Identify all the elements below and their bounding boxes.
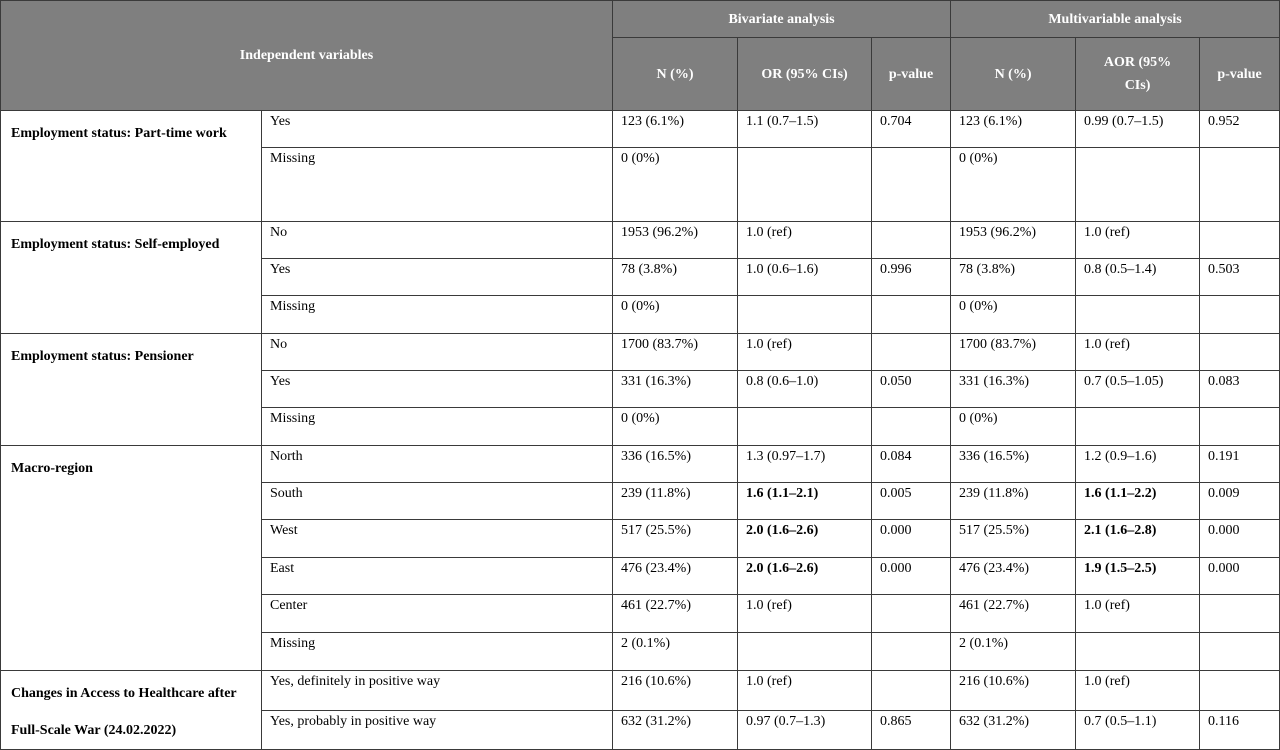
multivariable-p-cell: [1200, 222, 1280, 259]
bivariate-n-cell: 476 (23.4%): [613, 558, 738, 595]
table-row: [1, 446, 1280, 483]
multivariable-p-cell: 0.000: [1200, 520, 1280, 558]
aor-ci-cell: [1076, 633, 1200, 671]
or-ci-cell: 2.0 (1.6–2.6): [738, 558, 872, 595]
bivariate-p-cell: [872, 633, 951, 671]
aor-ci-cell: [1076, 296, 1200, 334]
table-row: [1, 334, 1280, 371]
multivariable-p-cell: [1200, 408, 1280, 446]
multivariable-p-cell: 0.009: [1200, 483, 1280, 520]
level-cell: Missing: [262, 633, 613, 671]
bivariate-p-cell: [872, 595, 951, 633]
bivariate-n-cell: 336 (16.5%): [613, 446, 738, 483]
multivariable-n-cell: 216 (10.6%): [951, 671, 1076, 711]
multivariable-n-header: N (%): [951, 38, 1076, 111]
level-cell: North: [262, 446, 613, 483]
level-cell: No: [262, 334, 613, 371]
multivariable-aor-header: [1076, 38, 1200, 111]
or-ci-cell: 1.1 (0.7–1.5): [738, 111, 872, 148]
bivariate-n-cell: 461 (22.7%): [613, 595, 738, 633]
table-row: [1, 222, 1280, 259]
table-row: [1, 671, 1280, 711]
bivariate-p-cell: 0.050: [872, 371, 951, 408]
bivariate-n-cell: 0 (0%): [613, 296, 738, 334]
multivariable-n-cell: 517 (25.5%): [951, 520, 1076, 558]
multivariable-n-cell: 0 (0%): [951, 148, 1076, 222]
multivariable-p-header: p-value: [1200, 38, 1280, 111]
multivariable-p-cell: 0.083: [1200, 371, 1280, 408]
aor-ci-cell: 0.7 (0.5–1.1): [1076, 710, 1200, 750]
table-row: [1, 111, 1280, 148]
multivariable-p-cell: [1200, 595, 1280, 633]
level-cell: Yes, definitely in positive way: [262, 671, 613, 711]
multivariable-n-cell: 476 (23.4%): [951, 558, 1076, 595]
multivariable-n-cell: 2 (0.1%): [951, 633, 1076, 671]
bivariate-n-cell: 0 (0%): [613, 408, 738, 446]
or-ci-cell: 2.0 (1.6–2.6): [738, 520, 872, 558]
bivariate-p-cell: 0.996: [872, 259, 951, 296]
aor-header-line2: CIs): [1124, 78, 1151, 93]
bivariate-p-cell: 0.005: [872, 483, 951, 520]
aor-ci-cell: 1.2 (0.9–1.6): [1076, 446, 1200, 483]
level-cell: Yes: [262, 259, 613, 296]
multivariable-analysis-header: Multivariable analysis: [951, 1, 1280, 38]
bivariate-p-cell: 0.704: [872, 111, 951, 148]
or-ci-cell: 1.0 (ref): [738, 671, 872, 711]
level-cell: Yes: [262, 371, 613, 408]
multivariable-n-cell: 78 (3.8%): [951, 259, 1076, 296]
variable-name-cell: Employment status: Pensioner: [1, 334, 262, 446]
aor-ci-cell: 1.0 (ref): [1076, 334, 1200, 371]
or-ci-cell: 0.97 (0.7–1.3): [738, 710, 872, 750]
aor-ci-cell: 0.7 (0.5–1.05): [1076, 371, 1200, 408]
multivariable-p-cell: 0.952: [1200, 111, 1280, 148]
multivariable-p-cell: [1200, 334, 1280, 371]
bivariate-n-cell: 0 (0%): [613, 148, 738, 222]
aor-header-line1: AOR (95%: [1103, 55, 1172, 70]
multivariable-n-cell: 632 (31.2%): [951, 710, 1076, 750]
or-ci-cell: 1.0 (0.6–1.6): [738, 259, 872, 296]
level-cell: Yes: [262, 111, 613, 148]
aor-ci-cell: [1076, 148, 1200, 222]
or-ci-cell: 1.0 (ref): [738, 222, 872, 259]
bivariate-p-cell: [872, 671, 951, 711]
or-ci-cell: [738, 148, 872, 222]
multivariable-p-cell: [1200, 671, 1280, 711]
aor-ci-cell: 1.0 (ref): [1076, 671, 1200, 711]
independent-variables-header: Independent variables: [1, 1, 613, 111]
multivariable-p-cell: 0.191: [1200, 446, 1280, 483]
bivariate-n-header: N (%): [613, 38, 738, 111]
variable-name-cell: Employment status: Self-employed: [1, 222, 262, 334]
bivariate-n-cell: 517 (25.5%): [613, 520, 738, 558]
bivariate-n-cell: 2 (0.1%): [613, 633, 738, 671]
bivariate-n-cell: 331 (16.3%): [613, 371, 738, 408]
multivariable-p-cell: [1200, 148, 1280, 222]
multivariable-n-cell: 1953 (96.2%): [951, 222, 1076, 259]
bivariate-p-cell: 0.865: [872, 710, 951, 750]
aor-ci-cell: 1.0 (ref): [1076, 595, 1200, 633]
multivariable-n-cell: 0 (0%): [951, 408, 1076, 446]
or-ci-cell: 1.3 (0.97–1.7): [738, 446, 872, 483]
multivariable-n-cell: 331 (16.3%): [951, 371, 1076, 408]
level-cell: No: [262, 222, 613, 259]
multivariable-n-cell: 239 (11.8%): [951, 483, 1076, 520]
level-cell: Missing: [262, 408, 613, 446]
bivariate-or-header: OR (95% CIs): [738, 38, 872, 111]
level-cell: Yes, probably in positive way: [262, 710, 613, 750]
bivariate-p-cell: [872, 408, 951, 446]
table-body: [1, 111, 1280, 750]
variable-name-cell: Macro-region: [1, 446, 262, 671]
bivariate-p-cell: [872, 148, 951, 222]
aor-ci-cell: 1.9 (1.5–2.5): [1076, 558, 1200, 595]
bivariate-p-cell: 0.000: [872, 520, 951, 558]
bivariate-n-cell: 239 (11.8%): [613, 483, 738, 520]
bivariate-n-cell: 216 (10.6%): [613, 671, 738, 711]
bivariate-n-cell: 1953 (96.2%): [613, 222, 738, 259]
multivariable-p-cell: 0.503: [1200, 259, 1280, 296]
or-ci-cell: 1.0 (ref): [738, 334, 872, 371]
bivariate-p-cell: [872, 334, 951, 371]
bivariate-p-cell: 0.000: [872, 558, 951, 595]
level-cell: West: [262, 520, 613, 558]
bivariate-n-cell: 78 (3.8%): [613, 259, 738, 296]
aor-ci-cell: 0.8 (0.5–1.4): [1076, 259, 1200, 296]
multivariable-p-cell: 0.000: [1200, 558, 1280, 595]
multivariable-n-cell: 461 (22.7%): [951, 595, 1076, 633]
or-ci-cell: [738, 408, 872, 446]
multivariable-p-cell: [1200, 633, 1280, 671]
bivariate-p-cell: [872, 222, 951, 259]
or-ci-cell: [738, 633, 872, 671]
level-cell: Missing: [262, 148, 613, 222]
or-ci-cell: 1.0 (ref): [738, 595, 872, 633]
bivariate-n-cell: 1700 (83.7%): [613, 334, 738, 371]
bivariate-p-cell: [872, 296, 951, 334]
aor-ci-cell: 1.6 (1.1–2.2): [1076, 483, 1200, 520]
multivariable-n-cell: 336 (16.5%): [951, 446, 1076, 483]
multivariable-p-cell: 0.116: [1200, 710, 1280, 750]
variable-name-cell: Employment status: Part-time work: [1, 111, 262, 222]
variable-name-cell: Changes in Access to Healthcare after Full-Scale War (24.02.2022): [1, 671, 262, 750]
bivariate-n-cell: 123 (6.1%): [613, 111, 738, 148]
aor-ci-cell: [1076, 408, 1200, 446]
level-cell: Missing: [262, 296, 613, 334]
multivariable-n-cell: 0 (0%): [951, 296, 1076, 334]
bivariate-p-header: p-value: [872, 38, 951, 111]
or-ci-cell: [738, 296, 872, 334]
bivariate-p-cell: 0.084: [872, 446, 951, 483]
bivariate-n-cell: 632 (31.2%): [613, 710, 738, 750]
multivariable-n-cell: 1700 (83.7%): [951, 334, 1076, 371]
multivariable-n-cell: 123 (6.1%): [951, 111, 1076, 148]
level-cell: East: [262, 558, 613, 595]
aor-ci-cell: 1.0 (ref): [1076, 222, 1200, 259]
multivariable-p-cell: [1200, 296, 1280, 334]
or-ci-cell: 0.8 (0.6–1.0): [738, 371, 872, 408]
level-cell: Center: [262, 595, 613, 633]
aor-ci-cell: 0.99 (0.7–1.5): [1076, 111, 1200, 148]
bivariate-analysis-header: Bivariate analysis: [613, 1, 951, 38]
aor-ci-cell: 2.1 (1.6–2.8): [1076, 520, 1200, 558]
or-ci-cell: 1.6 (1.1–2.1): [738, 483, 872, 520]
level-cell: South: [262, 483, 613, 520]
